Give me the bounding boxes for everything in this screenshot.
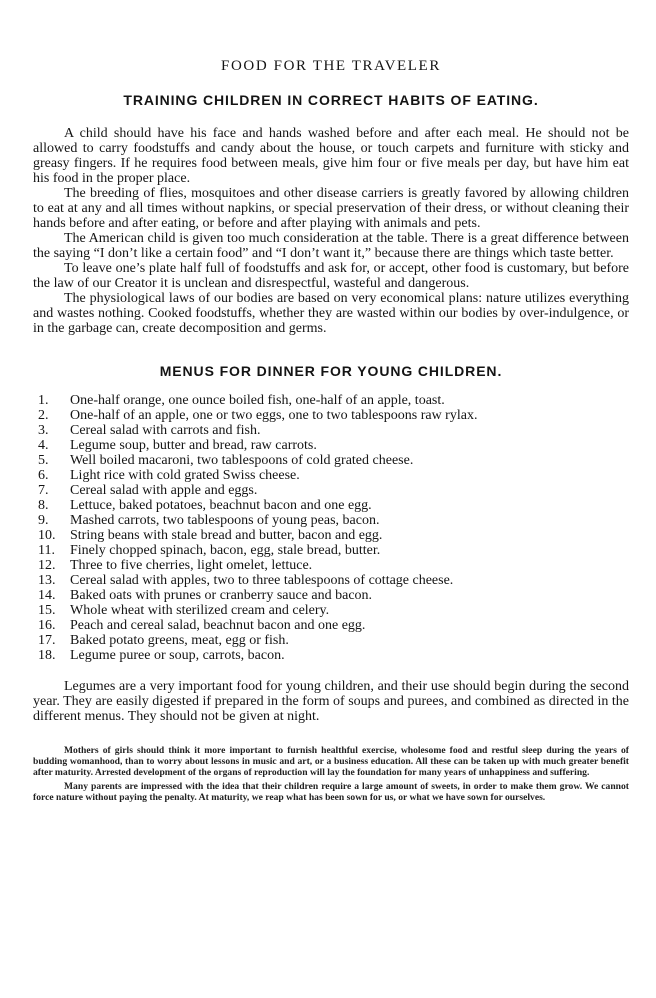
menu-text: Well boiled macaroni, two tablespoons of cold grated cheese. bbox=[70, 453, 414, 468]
menu-list bbox=[33, 393, 629, 663]
menu-number: 15. bbox=[38, 603, 56, 618]
menu-number: 10. bbox=[38, 528, 56, 543]
closing-paragraph: Legumes are a very important food for young children, and their use should begin during the second year. They are easily digested if prepared in the form of soups and purees, and combined as directed in the different menus. They should not be given at night. bbox=[33, 679, 629, 724]
menu-text: Whole wheat with sterilized cream and celery. bbox=[70, 603, 330, 618]
menu-number: 8. bbox=[38, 498, 49, 513]
menu-number: 9. bbox=[38, 513, 49, 528]
menu-text: Baked oats with prunes or cranberry sauce and bacon. bbox=[70, 588, 373, 603]
menu-text: Legume soup, butter and bread, raw carrots. bbox=[70, 438, 317, 453]
section-heading-menus: MENUS FOR DINNER FOR YOUNG CHILDREN. bbox=[159, 363, 503, 379]
book-page bbox=[33, 58, 629, 806]
menu-item bbox=[33, 498, 629, 513]
menu-item bbox=[33, 528, 629, 543]
menu-number: 12. bbox=[38, 558, 56, 573]
menu-text: Cereal salad with apples, two to three tablespoons of cottage cheese. bbox=[70, 573, 454, 588]
footnote: Mothers of girls should think it more important to furnish healthful exercise, wholesome food and restful sleep during the years of budding womanhood, than to worry about lessons in music and art, or a business education. All these can be taken up with much greater benefit after maturity. Arrested development of the organs of reproduction will lay the foundation for many years of unhappiness and suffering. bbox=[33, 745, 629, 778]
menu-item bbox=[33, 453, 629, 468]
section-heading-training: TRAINING CHILDREN IN CORRECT HABITS OF EATING. bbox=[123, 92, 539, 108]
menu-number: 2. bbox=[38, 408, 49, 423]
menu-text: One-half orange, one ounce boiled fish, one-half of an apple, toast. bbox=[70, 393, 445, 408]
menu-text: Finely chopped spinach, bacon, egg, stale bread, butter. bbox=[70, 543, 381, 558]
menu-item bbox=[33, 423, 629, 438]
paragraph: The American child is given too much consideration at the table. There is a great difference between the saying “I don’t like a certain food” and “I don’t want it,” because there are things which taste better. bbox=[33, 231, 629, 261]
menu-item bbox=[33, 588, 629, 603]
menu-number: 11. bbox=[38, 543, 55, 558]
menu-item bbox=[33, 633, 629, 648]
menu-item bbox=[33, 408, 629, 423]
menu-text: Cereal salad with apple and eggs. bbox=[70, 483, 258, 498]
menu-number: 7. bbox=[38, 483, 49, 498]
menu-text: Legume puree or soup, carrots, bacon. bbox=[70, 648, 285, 663]
menu-item bbox=[33, 513, 629, 528]
menu-text: Three to five cherries, light omelet, lettuce. bbox=[70, 558, 313, 573]
menu-item bbox=[33, 468, 629, 483]
menu-number: 5. bbox=[38, 453, 49, 468]
menu-number: 17. bbox=[38, 633, 56, 648]
paragraph: To leave one’s plate half full of foodstuffs and ask for, or accept, other food is customary, but before the law of our Creator it is unclean and disrespectful, wasteful and dangerous. bbox=[33, 261, 629, 291]
menu-item bbox=[33, 618, 629, 633]
menu-number: 1. bbox=[38, 393, 49, 408]
menu-item bbox=[33, 393, 629, 408]
paragraph: The breeding of flies, mosquitoes and other disease carriers is greatly favored by allowing children to eat at any and all times without napkins, or special preservation of their dress, or without cleaning their hands before and after eating, or before and after playing with animals and pets. bbox=[33, 186, 629, 231]
menu-item bbox=[33, 483, 629, 498]
menu-item bbox=[33, 558, 629, 573]
menu-number: 14. bbox=[38, 588, 56, 603]
menu-text: Mashed carrots, two tablespoons of young peas, bacon. bbox=[70, 513, 380, 528]
menu-text: Light rice with cold grated Swiss cheese. bbox=[70, 468, 300, 483]
footnotes bbox=[33, 745, 629, 803]
running-head: FOOD FOR THE TRAVELER bbox=[221, 58, 441, 74]
menu-text: Lettuce, baked potatoes, beachnut bacon and one egg. bbox=[70, 498, 372, 513]
menu-item bbox=[33, 438, 629, 453]
paragraph: A child should have his face and hands washed before and after each meal. He should not be allowed to carry foodstuffs and candy about the house, or touch carpets and furniture with sticky and greasy fingers. If he requires food between meals, give him four or five meals per day, but have him eat his food in the proper place. bbox=[33, 126, 629, 186]
footnote: Many parents are impressed with the idea that their children require a large amount of sweets, in order to make them grow. We cannot force nature without paying the penalty. At maturity, we reap what has been sown for us, or what we have sown for ourselves. bbox=[33, 781, 629, 803]
menu-text: Peach and cereal salad, beachnut bacon and one egg. bbox=[70, 618, 366, 633]
menu-item bbox=[33, 543, 629, 558]
menu-text: Baked potato greens, meat, egg or fish. bbox=[70, 633, 289, 648]
paragraph: The physiological laws of our bodies are based on very economical plans: nature utilizes everything and wastes nothing. Cooked foodstuffs, whether they are wasted within our bodies by over-indulgence, or in the garbage can, create decomposition and germs. bbox=[33, 291, 629, 336]
menu-text: Cereal salad with carrots and fish. bbox=[70, 423, 261, 438]
menu-item bbox=[33, 573, 629, 588]
menu-text: String beans with stale bread and butter, bacon and egg. bbox=[70, 528, 383, 543]
menu-number: 4. bbox=[38, 438, 49, 453]
menu-text: One-half of an apple, one or two eggs, one to two tablespoons raw rylax. bbox=[70, 408, 478, 423]
menu-number: 16. bbox=[38, 618, 56, 633]
training-text bbox=[33, 126, 629, 336]
menu-item bbox=[33, 603, 629, 618]
menu-item bbox=[33, 648, 629, 663]
menu-number: 13. bbox=[38, 573, 56, 588]
menu-number: 3. bbox=[38, 423, 49, 438]
menu-number: 18. bbox=[38, 648, 56, 663]
menu-number: 6. bbox=[38, 468, 49, 483]
